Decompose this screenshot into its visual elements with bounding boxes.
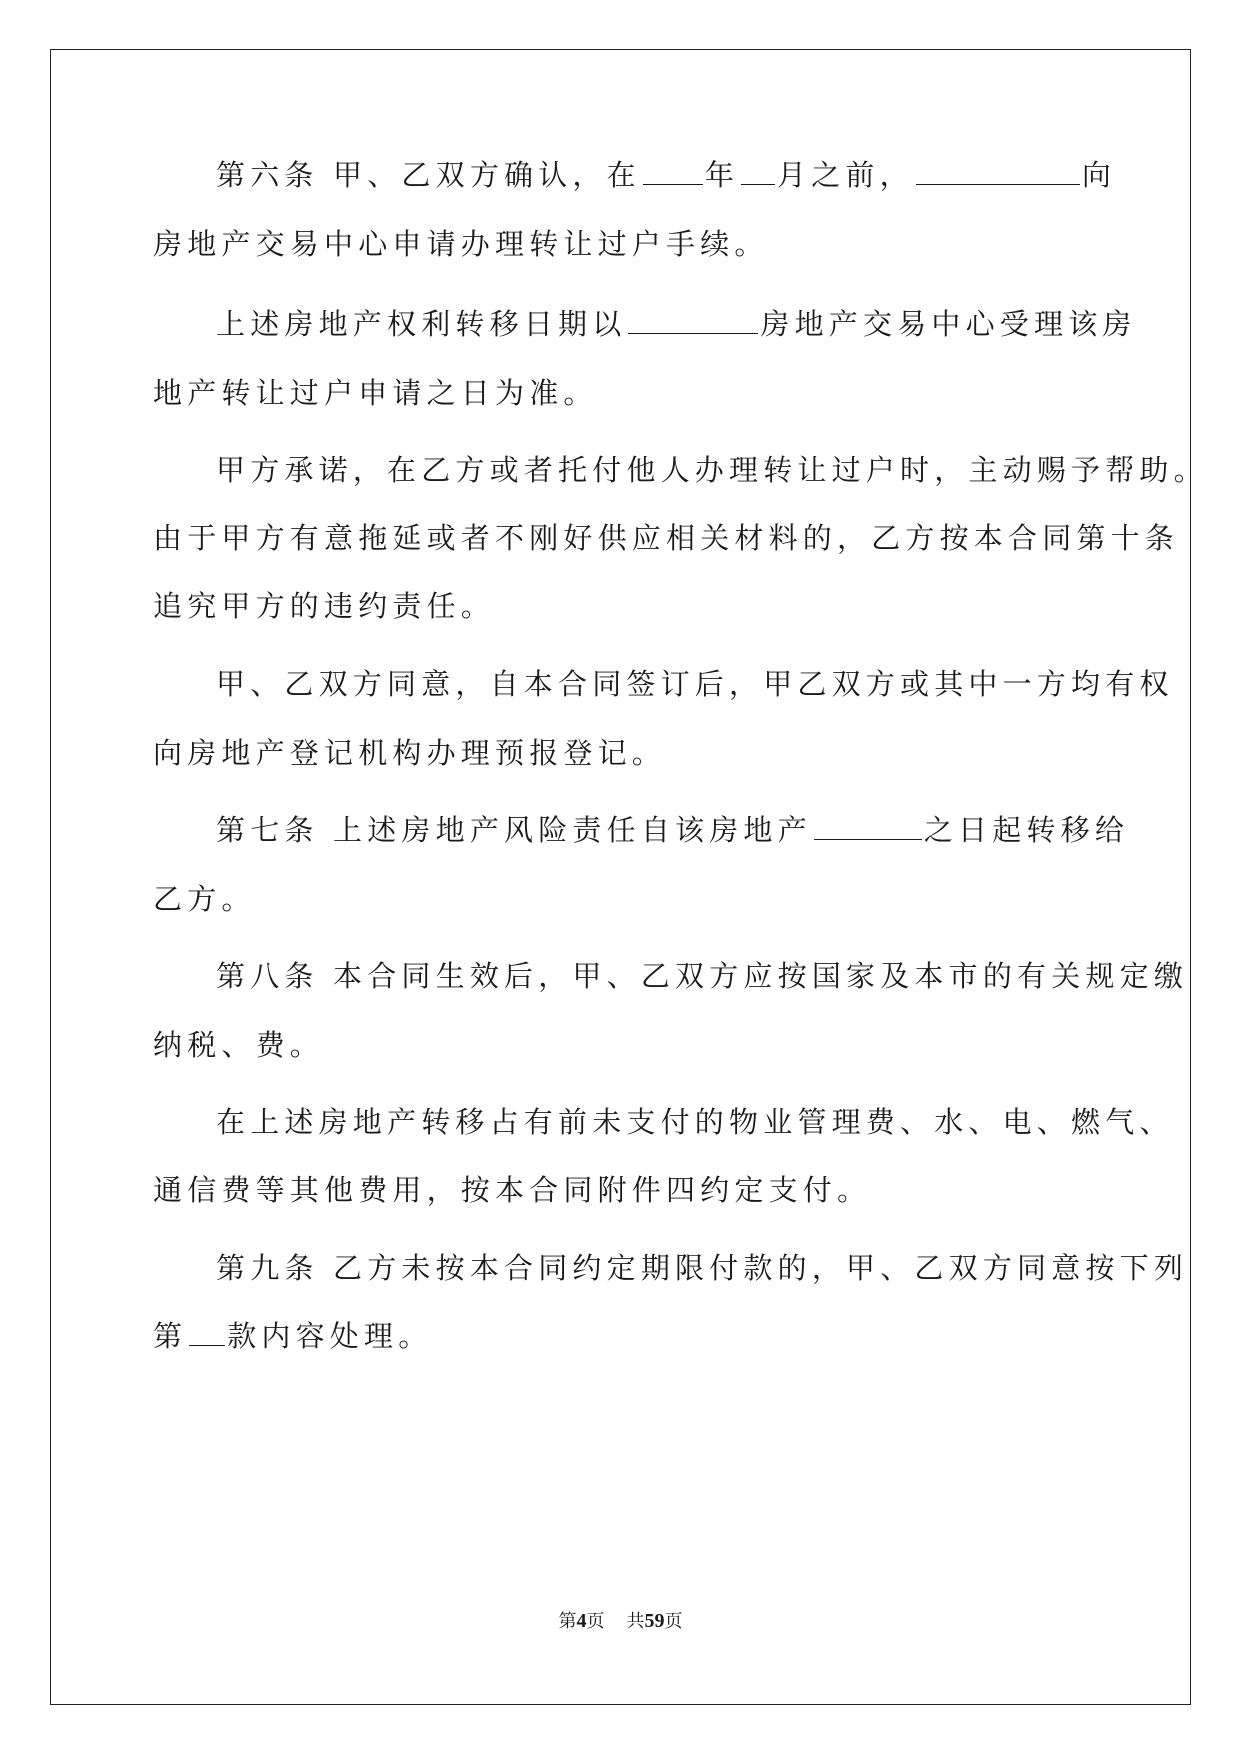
paragraph-article-9-line-1: 第九条 乙方未按本合同约定期限付款的，甲、乙双方同意按下列 bbox=[216, 1251, 1189, 1285]
page-suffix: 页 bbox=[586, 1611, 605, 1632]
fill-blank-year bbox=[643, 156, 703, 185]
total-suffix: 页 bbox=[664, 1611, 683, 1632]
paragraph-other-fees-line-2: 通信费等其他费用，按本合同附件四约定支付。 bbox=[153, 1173, 872, 1207]
text-segment: 第六条 甲、乙双方确认，在 bbox=[216, 158, 641, 192]
paragraph-pre-registration-line-1: 甲、乙双方同意，自本合同签订后，甲乙双方或其中一方均有权 bbox=[216, 667, 1174, 701]
paragraph-transfer-date-line-1 bbox=[216, 304, 1137, 344]
paragraph-article-7-line-2: 乙方。 bbox=[153, 882, 256, 916]
total-prefix: 共 bbox=[626, 1611, 645, 1632]
paragraph-pre-registration-line-2: 向房地产登记机构办理预报登记。 bbox=[153, 736, 667, 770]
text-segment: 第 bbox=[153, 1319, 188, 1353]
paragraph-party-a-promise-line-2: 由于甲方有意拖延或者不刚好供应相关材料的，乙方按本合同第十条 bbox=[153, 521, 1180, 555]
paragraph-article-6-line-1 bbox=[216, 155, 1116, 195]
page-footer bbox=[0, 1607, 1241, 1633]
paragraph-article-9-line-2 bbox=[153, 1316, 432, 1356]
paragraph-transfer-date-line-2: 地产转让过户申请之日为准。 bbox=[153, 376, 598, 410]
paragraph-article-8-line-2: 纳税、费。 bbox=[153, 1028, 325, 1062]
fill-blank-party bbox=[916, 156, 1080, 185]
text-segment: 年 bbox=[704, 158, 740, 192]
page-prefix: 第 bbox=[558, 1611, 577, 1632]
page-number: 4 bbox=[576, 1610, 587, 1632]
fill-blank-clause-number bbox=[189, 1317, 225, 1346]
paragraph-article-7-line-1 bbox=[216, 810, 1129, 850]
text-segment: 月之前， bbox=[777, 158, 914, 192]
text-segment: 房地产交易中心受理该房 bbox=[760, 307, 1137, 341]
paragraph-article-6-line-2: 房地产交易中心申请办理转让过户手续。 bbox=[153, 227, 769, 261]
total-pages: 59 bbox=[644, 1610, 665, 1632]
page-border bbox=[50, 49, 1191, 1705]
fill-blank-district bbox=[628, 305, 758, 334]
text-segment: 款内容处理。 bbox=[227, 1319, 433, 1353]
paragraph-party-a-promise-line-3: 追究甲方的违约责任。 bbox=[153, 589, 496, 623]
paragraph-other-fees-line-1: 在上述房地产转移占有前未支付的物业管理费、水、电、燃气、 bbox=[216, 1105, 1174, 1139]
paragraph-article-8-line-1: 第八条 本合同生效后，甲、乙双方应按国家及本市的有关规定缴 bbox=[216, 959, 1189, 993]
text-segment: 向 bbox=[1081, 158, 1117, 192]
fill-blank-risk-date bbox=[814, 811, 922, 840]
text-segment: 之日起转移给 bbox=[923, 813, 1130, 847]
fill-blank-month bbox=[741, 156, 775, 185]
paragraph-party-a-promise-line-1: 甲方承诺，在乙方或者托付他人办理转让过户时，主动赐予帮助。 bbox=[216, 453, 1208, 487]
text-segment: 第七条 上述房地产风险责任自该房地产 bbox=[216, 813, 812, 847]
text-segment: 上述房地产权利转移日期以 bbox=[216, 307, 627, 341]
